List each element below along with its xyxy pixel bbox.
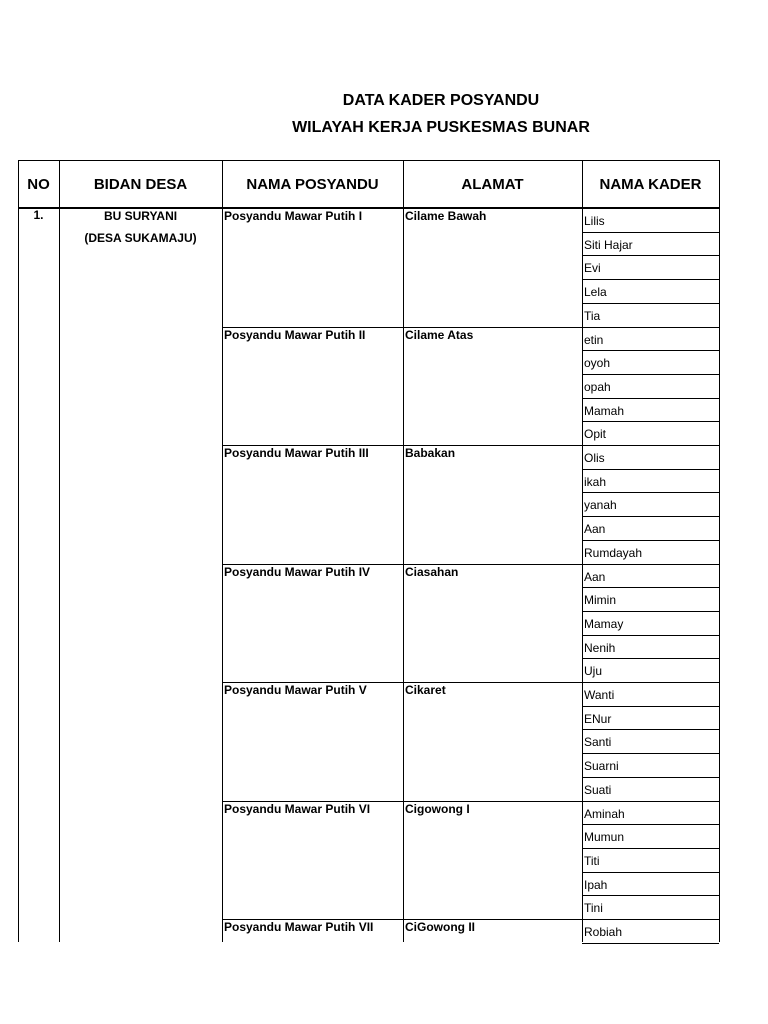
kader-name: Siti Hajar <box>584 237 633 252</box>
kader-name: Lilis <box>584 214 605 228</box>
document-title: DATA KADER POSYANDU <box>342 92 540 109</box>
kader-name: Nenih <box>584 640 616 655</box>
posyandu-name: Posyandu Mawar Putih IV <box>224 564 371 579</box>
kader-row-divider <box>582 729 719 730</box>
posyandu-alamat: CiGowong II <box>405 920 475 934</box>
kader-name: etin <box>584 332 604 347</box>
kader-name: Opit <box>584 427 607 442</box>
kader-row-divider <box>582 848 719 849</box>
kader-row-divider <box>582 279 719 280</box>
kader-name: oyoh <box>584 356 611 371</box>
kader-row-divider <box>582 658 719 659</box>
header-alamat: ALAMAT <box>461 175 524 193</box>
kader-row-divider <box>582 350 719 351</box>
header-bidan-desa: BIDAN DESA <box>93 175 188 193</box>
posyandu-name: Posyandu Mawar Putih VI <box>224 801 371 816</box>
kader-row-divider <box>582 374 719 375</box>
kader-row-divider <box>582 824 719 825</box>
kader-name: Mumun <box>584 830 625 845</box>
posyandu-alamat: Cilame Bawah <box>405 209 487 223</box>
posyandu-name: Posyandu Mawar Putih I <box>224 209 363 223</box>
kader-name: Ipah <box>584 877 608 892</box>
kader-row-divider <box>582 753 719 754</box>
col-divider-no <box>59 160 60 942</box>
kader-name: Evi <box>584 261 601 276</box>
bidan-name: BU SURYANI <box>103 209 178 223</box>
kader-row-divider <box>582 516 719 517</box>
kader-name: Titi <box>584 853 600 868</box>
kader-row-divider <box>582 232 719 233</box>
kader-name: Tini <box>584 901 603 916</box>
kader-name: Lela <box>584 285 607 300</box>
bidan-desa: (DESA SUKAMAJU) <box>84 231 197 245</box>
col-divider-posyandu <box>403 160 404 942</box>
kader-name: ikah <box>584 474 607 489</box>
kader-row-divider <box>582 540 719 541</box>
posyandu-alamat: Cikaret <box>405 683 446 697</box>
kader-row-divider <box>582 895 719 896</box>
posyandu-alamat: Cigowong I <box>405 801 470 816</box>
table-right-border <box>719 160 720 942</box>
kader-name: Mamay <box>584 616 624 631</box>
kader-row-divider <box>582 706 719 707</box>
kader-row-divider <box>582 587 719 588</box>
kader-name: Santi <box>584 735 612 750</box>
kader-name: Olis <box>584 451 605 465</box>
kader-row-divider <box>582 303 719 304</box>
kader-name: Wanti <box>584 688 615 702</box>
kader-name: Tia <box>584 308 601 323</box>
kader-name: Aminah <box>584 806 625 821</box>
header-nama-posyandu: NAMA POSYANDU <box>246 175 379 193</box>
posyandu-alamat: Babakan <box>405 446 456 460</box>
kader-row-divider <box>582 398 719 399</box>
kader-name: opah <box>584 379 611 394</box>
row-number: 1. <box>33 208 44 222</box>
kader-row-divider <box>582 635 719 636</box>
kader-row-divider <box>582 872 719 873</box>
kader-name: Rumdayah <box>584 545 643 560</box>
table-left-border <box>18 160 19 942</box>
kader-row-divider <box>582 492 719 493</box>
col-divider-bidan <box>222 160 223 942</box>
document-subtitle: WILAYAH KERJA PUSKESMAS BUNAR <box>292 119 590 136</box>
kader-row-divider <box>582 421 719 422</box>
kader-name: Robiah <box>584 925 623 939</box>
header-nama-kader: NAMA KADER <box>599 175 702 193</box>
kader-name: Suarni <box>584 759 619 774</box>
kader-name: Suati <box>584 782 612 797</box>
kader-row-divider <box>582 255 719 256</box>
kader-name: yanah <box>584 498 617 513</box>
kader-row-divider <box>582 611 719 612</box>
kader-row-divider <box>582 469 719 470</box>
kader-row-divider <box>582 777 719 778</box>
posyandu-name: Posyandu Mawar Putih II <box>224 327 366 342</box>
posyandu-alamat: Ciasahan <box>405 564 459 579</box>
header-no: NO <box>27 175 50 193</box>
kader-name: ENur <box>584 711 612 726</box>
kader-name: Mamah <box>584 403 625 418</box>
kader-last-divider <box>582 943 719 944</box>
posyandu-alamat: Cilame Atas <box>405 327 474 342</box>
posyandu-name: Posyandu Mawar Putih III <box>224 446 369 460</box>
kader-name: Aan <box>584 569 606 584</box>
kader-name: Aan <box>584 522 606 537</box>
kader-name: Mimin <box>584 593 616 608</box>
kader-name: Uju <box>584 664 603 679</box>
posyandu-name: Posyandu Mawar Putih V <box>224 683 367 697</box>
posyandu-name: Posyandu Mawar Putih VII <box>224 920 374 934</box>
